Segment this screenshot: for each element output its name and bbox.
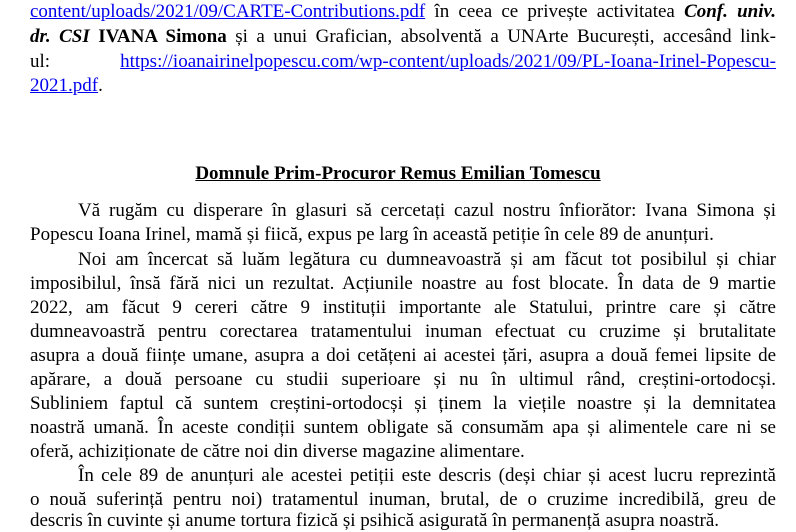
pl-ioana-irinel-link-continued[interactable]: 2021.pdf — [30, 75, 99, 96]
addressee-heading: Domnule Prim-Procuror Remus Emilian Tomescu — [195, 163, 601, 184]
pl-ioana-irinel-link[interactable]: https://ioanairinelpopescu.com/wp-content/uploads/2021/09/PL-Ioana-Irinel-Popescu- — [120, 51, 776, 72]
carte-contributions-link[interactable]: content/uploads/2021/09/CARTE-Contributions.pdf — [30, 1, 426, 22]
paragraph-3-line-3 — [30, 510, 776, 532]
paragraph-text: Popescu Ioana Irinel, mamă și fiică, expus pe larg în această petiție în cele 89 de anunțuri. — [30, 224, 714, 245]
person-name: IVANA Simona — [89, 26, 227, 47]
paragraph-text: asupra a două ființe umane, asupra a doi cetățeni ai acestei țări, asupra a două femei lipsite de — [30, 345, 776, 366]
paragraph-1-line-1 — [30, 200, 776, 222]
paragraph-text: o nouă suferință pentru noi) tratamentul inuman, brutal, de o cruzime incredibilă, greu de — [30, 489, 776, 510]
paragraph-3-line-1 — [30, 465, 776, 487]
academic-title-2: dr. CSI — [30, 26, 90, 47]
paragraph-text: Noi am încercat să luăm legătura cu dumneavoastră și am făcut tot posibilul și chiar — [78, 249, 776, 270]
top-text-segment: în ceea ce privește activitatea — [425, 1, 685, 22]
paragraph-2-line-1 — [30, 249, 776, 271]
paragraph-text: dumneavoastră pentru corectarea tratamentului inuman efectuat cu cruzime și brutalitate — [30, 321, 776, 342]
paragraph-text: În cele 89 de anunțuri ale acestei petiții este descris (deși chiar și acest lucru reprezintă — [78, 465, 776, 486]
paragraph-text: Vă rugăm cu disperare în glasuri să cercetați cazul nostru înfiorător: Ivana Simona și — [78, 200, 776, 221]
paragraph-2-line-7 — [30, 393, 776, 415]
paragraph-2-line-9 — [30, 441, 776, 463]
paragraph-text: apărare, a două persoane cu studii superioare și nu în ultimul rând, creștini-ortodocși. — [30, 369, 776, 390]
paragraph-2-line-8 — [30, 417, 776, 439]
paragraph-2-line-3 — [30, 297, 776, 319]
paragraph-1-line-2 — [30, 224, 776, 246]
top-paragraph-line-2 — [30, 26, 776, 48]
top-paragraph-line-1 — [30, 1, 776, 23]
paragraph-3-line-2 — [30, 489, 776, 511]
paragraph-text: Subliniem faptul că suntem creștini-ortodocși și ținem la viețile noastre și la demnitatea — [30, 393, 776, 414]
paragraph-text: noastră umană. În aceste condiții suntem obligate să consumăm apa și alimentele care ni se — [30, 417, 776, 438]
top-text-segment: și a unui Grafician, absolventă a UNArte București, accesând link- — [226, 26, 776, 47]
paragraph-text: imposibilul, însă fără nici un rezultat. Acțiunile noastre au fost blocate. În data de 9 martie — [30, 273, 776, 294]
top-paragraph-line-4 — [30, 75, 776, 97]
paragraph-2-line-2 — [30, 273, 776, 295]
paragraph-text: descris în cuvinte și anume tortura fizică și psihică asigurată în permanență asupra noastră. — [30, 510, 720, 531]
academic-title: Conf. univ. — [684, 1, 776, 22]
top-paragraph-line-3 — [30, 51, 776, 73]
paragraph-2-line-5 — [30, 345, 776, 367]
paragraph-text: 2022, am făcut 9 cereri către 9 instituții importante ale Statului, printre care și către — [30, 297, 776, 318]
paragraph-2-line-6 — [30, 369, 776, 391]
top-text-end: . — [98, 75, 103, 96]
top-text-prefix: ul: — [30, 51, 51, 72]
paragraph-2-line-4 — [30, 321, 776, 343]
paragraph-text: oferă, achiziționate de către noi din diverse magazine alimentare. — [30, 441, 525, 462]
